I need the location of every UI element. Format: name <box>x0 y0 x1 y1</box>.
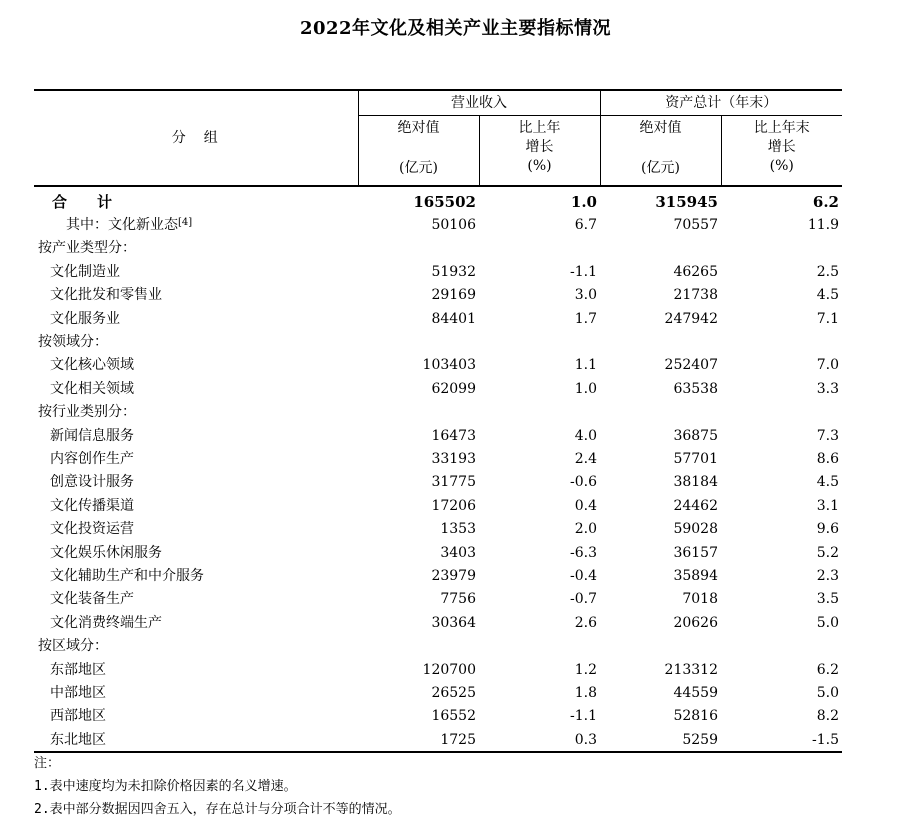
cell-asset-g: 3.1 <box>816 497 839 514</box>
cell-asset <box>600 401 721 424</box>
cell-rev <box>358 330 479 353</box>
row-label: 中部地区 <box>50 684 106 701</box>
cell-asset-g: 3.5 <box>816 591 839 608</box>
cell-asset: 36875 <box>673 427 718 444</box>
table-row <box>34 186 842 213</box>
table-row <box>34 564 842 587</box>
cell-asset: 24462 <box>673 497 718 514</box>
cell-asset-g: 5.2 <box>816 544 839 561</box>
table-body <box>34 186 842 752</box>
table-row <box>34 401 842 424</box>
page-title: 2022年文化及相关产业主要指标情况 <box>299 18 612 39</box>
row-label: 创意设计服务 <box>50 474 134 491</box>
cell-rev: 1353 <box>440 521 476 538</box>
table-row <box>34 681 842 704</box>
cell-rev: 84401 <box>431 310 476 327</box>
row-label: 文化服务业 <box>50 310 120 327</box>
table-row <box>34 541 842 564</box>
table-row <box>34 307 842 330</box>
table-row <box>34 517 842 540</box>
cell-asset-g <box>721 330 842 353</box>
cell-asset <box>600 330 721 353</box>
cell-rev: 23979 <box>431 567 476 584</box>
cell-asset: 7018 <box>682 591 718 608</box>
cell-rev-g <box>479 401 600 424</box>
cell-asset-g: 6.2 <box>812 192 839 211</box>
cell-asset-g: 6.2 <box>816 661 839 678</box>
cell-asset: 36157 <box>673 544 718 561</box>
indicator-table <box>34 89 842 753</box>
table-row <box>34 377 842 400</box>
assets-header: 资产总计（年末） <box>600 90 842 116</box>
cell-rev-g: -0.6 <box>570 474 597 491</box>
cell-asset-g: 7.3 <box>816 427 839 444</box>
cell-rev: 26525 <box>431 684 476 701</box>
assets-growth-header: 比上年末 增长 (%) <box>721 116 842 187</box>
cell-asset-g <box>721 237 842 260</box>
note-1: 1.表中速度均为未扣除价格因素的名义增速。 <box>34 779 297 794</box>
header-row-1 <box>34 90 842 116</box>
cell-rev-g <box>479 237 600 260</box>
cell-asset: 20626 <box>673 614 718 631</box>
note-2: 2.表中部分数据因四舍五入，存在总计与分项合计不等的情况。 <box>34 802 401 817</box>
cell-asset: 38184 <box>673 474 718 491</box>
table-row <box>34 330 842 353</box>
cell-rev-g: 1.7 <box>574 310 597 327</box>
cell-rev: 103403 <box>422 357 476 374</box>
row-label: 东北地区 <box>34 728 358 752</box>
cell-rev <box>358 237 479 260</box>
cell-rev-g: 1.8 <box>574 684 597 701</box>
cell-rev: 165502 <box>413 192 476 211</box>
cell-rev-g: -1.1 <box>570 708 597 725</box>
cell-asset: 252407 <box>664 357 718 374</box>
cell-rev-g: 2.4 <box>574 450 597 467</box>
cell-asset-g: 4.5 <box>816 474 839 491</box>
table-row <box>34 213 842 236</box>
cell-asset: 63538 <box>673 380 718 397</box>
cell-rev-g: 0.3 <box>479 728 600 752</box>
cell-rev: 30364 <box>431 614 476 631</box>
group-header <box>34 90 358 186</box>
cell-rev: 16552 <box>431 708 476 725</box>
cell-rev-g: 1.0 <box>574 380 597 397</box>
cell-rev-g: 1.1 <box>574 357 597 374</box>
cell-asset: 35894 <box>673 567 718 584</box>
table-row <box>34 424 842 447</box>
row-label: 按行业类别分： <box>38 404 136 421</box>
table-row <box>34 284 842 307</box>
cell-rev-g: -6.3 <box>570 544 597 561</box>
table-row <box>34 447 842 470</box>
table-row <box>34 494 842 517</box>
cell-rev-g: -0.4 <box>570 567 597 584</box>
row-label: 文化批发和零售业 <box>50 287 162 304</box>
row-label: 按领域分： <box>38 334 108 351</box>
cell-asset-g: 8.6 <box>816 450 839 467</box>
table-row <box>34 588 842 611</box>
row-label: 西部地区 <box>50 708 106 725</box>
cell-asset: 315945 <box>655 192 718 211</box>
row-label: 按区域分： <box>38 638 108 655</box>
cell-rev: 31775 <box>431 474 476 491</box>
row-label: 文化传播渠道 <box>50 497 134 514</box>
cell-rev: 33193 <box>431 450 476 467</box>
footnote-ref: [4] <box>178 217 193 229</box>
cell-asset <box>600 237 721 260</box>
cell-asset <box>600 634 721 657</box>
cell-rev-g: 2.0 <box>574 521 597 538</box>
table-row <box>34 471 842 494</box>
cell-asset-g: 7.0 <box>816 357 839 374</box>
cell-asset-g: 5.0 <box>816 614 839 631</box>
cell-rev: 50106 <box>431 217 476 234</box>
row-label: 新闻信息服务 <box>50 427 134 444</box>
cell-asset-g: 9.6 <box>816 521 839 538</box>
cell-rev: 51932 <box>431 263 476 280</box>
cell-rev: 29169 <box>431 287 476 304</box>
cell-rev-g: 6.7 <box>574 217 597 234</box>
group-header-label: 分 组 <box>171 130 220 146</box>
cell-rev: 16473 <box>431 427 476 444</box>
cell-asset: 21738 <box>673 287 718 304</box>
table-row <box>34 634 842 657</box>
notes <box>34 752 401 821</box>
cell-asset-g <box>721 401 842 424</box>
table-row <box>34 260 842 283</box>
cell-rev-g: 1.0 <box>570 192 597 211</box>
cell-rev: 62099 <box>431 380 476 397</box>
revenue-growth-header: 比上年 增长 (%) <box>479 116 600 187</box>
cell-rev <box>358 634 479 657</box>
row-label: 按产业类型分： <box>38 240 136 257</box>
cell-rev: 120700 <box>422 661 476 678</box>
cell-asset: 213312 <box>664 661 718 678</box>
row-label: 文化辅助生产和中介服务 <box>50 567 204 584</box>
assets-abs-header: 绝对值 (亿元) <box>600 116 721 187</box>
cell-asset: 59028 <box>673 521 718 538</box>
cell-asset: 70557 <box>673 217 718 234</box>
notes-heading: 注： <box>34 756 61 771</box>
cell-asset: 46265 <box>673 263 718 280</box>
row-label: 文化相关领域 <box>50 380 134 397</box>
cell-asset: 44559 <box>673 684 718 701</box>
row-label: 东部地区 <box>50 661 106 678</box>
revenue-abs-header: 绝对值 (亿元) <box>358 116 479 187</box>
row-label: 文化核心领域 <box>50 357 134 374</box>
cell-rev: 17206 <box>431 497 476 514</box>
cell-rev-g: 3.0 <box>574 287 597 304</box>
cell-asset-g: 3.3 <box>816 380 839 397</box>
cell-asset-g: 7.1 <box>816 310 839 327</box>
table-row <box>34 237 842 260</box>
table-row <box>34 728 842 752</box>
table-row <box>34 611 842 634</box>
cell-asset: 5259 <box>600 728 721 752</box>
cell-asset: 52816 <box>673 708 718 725</box>
cell-asset-g: 11.9 <box>807 217 839 234</box>
row-label: 文化消费终端生产 <box>50 614 162 631</box>
cell-rev: 7756 <box>440 591 476 608</box>
revenue-header: 营业收入 <box>358 90 600 116</box>
cell-asset-g: 2.3 <box>816 567 839 584</box>
table-row <box>34 354 842 377</box>
row-label: 内容创作生产 <box>50 450 134 467</box>
row-label: 文化娱乐休闲服务 <box>50 544 162 561</box>
row-label: 文化投资运营 <box>50 521 134 538</box>
cell-rev-g: -0.7 <box>570 591 597 608</box>
cell-rev-g: 4.0 <box>574 427 597 444</box>
table-row <box>34 658 842 681</box>
cell-rev: 1725 <box>358 728 479 752</box>
cell-rev <box>358 401 479 424</box>
cell-rev-g: 1.2 <box>574 661 597 678</box>
cell-asset-g <box>721 634 842 657</box>
row-label: 合 计 <box>52 192 113 211</box>
cell-asset-g: 5.0 <box>816 684 839 701</box>
cell-asset-g: 2.5 <box>816 263 839 280</box>
row-label: 文化制造业 <box>50 263 120 280</box>
cell-asset-g: 4.5 <box>816 287 839 304</box>
row-label: 其中：文化新业态[4] <box>66 217 193 234</box>
cell-rev: 3403 <box>440 544 476 561</box>
row-label: 文化装备生产 <box>50 591 134 608</box>
cell-asset: 247942 <box>664 310 718 327</box>
cell-rev-g: -1.1 <box>570 263 597 280</box>
cell-rev-g: 2.6 <box>574 614 597 631</box>
cell-asset-g: -1.5 <box>721 728 842 752</box>
cell-rev-g: 0.4 <box>574 497 597 514</box>
cell-asset-g: 8.2 <box>816 708 839 725</box>
cell-rev-g <box>479 634 600 657</box>
cell-rev-g <box>479 330 600 353</box>
table-row <box>34 705 842 728</box>
cell-asset: 57701 <box>673 450 718 467</box>
